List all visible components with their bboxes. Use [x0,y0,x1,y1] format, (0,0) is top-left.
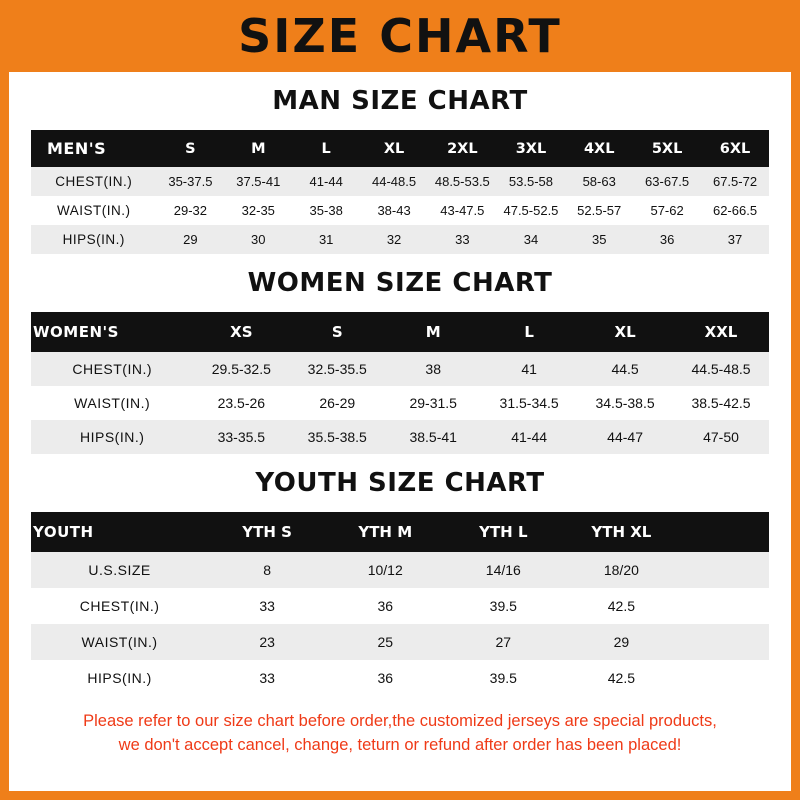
women-cell: 47-50 [673,420,769,454]
women-cell: 44.5 [577,352,673,386]
youth-cell: 8 [208,552,326,588]
men-cell: 33 [428,225,497,254]
men-header-cell: MEN'S [31,130,156,167]
women-row-label: HIPS(IN.) [31,420,193,454]
youth-header-cell: YTH M [326,512,444,552]
men-cell: 52.5-57 [565,196,633,225]
youth-table-wrap [9,512,791,696]
youth-header-cell: YOUTH [31,512,208,552]
youth-cell-spacer [680,660,769,696]
spacer-youth-top [9,454,791,468]
youth-cell: 23 [208,624,326,660]
youth-cell: 36 [326,660,444,696]
youth-header-cell: YTH XL [562,512,680,552]
women-cell: 41 [481,352,577,386]
men-header-cell: M [224,130,292,167]
youth-row-label: U.S.SIZE [31,552,208,588]
table-row [31,386,769,420]
youth-cell: 42.5 [562,660,680,696]
youth-row-label: HIPS(IN.) [31,660,208,696]
men-header-cell: L [292,130,360,167]
women-row-label: WAIST(IN.) [31,386,193,420]
youth-cell: 33 [208,588,326,624]
spacer-men [9,116,791,130]
youth-cell: 39.5 [444,660,562,696]
men-cell: 32-35 [224,196,292,225]
men-section-title: MAN SIZE CHART [272,86,528,116]
women-cell: 38 [385,352,481,386]
men-row-label: WAIST(IN.) [31,196,156,225]
youth-row-label: WAIST(IN.) [31,624,208,660]
women-section-title: WOMEN SIZE CHART [247,268,553,298]
men-cell: 30 [224,225,292,254]
women-size-table [31,312,769,454]
youth-cell-spacer [680,624,769,660]
youth-size-table [31,512,769,696]
women-cell: 33-35.5 [193,420,289,454]
table-row [31,552,769,588]
men-cell: 34 [497,225,566,254]
banner [0,0,800,72]
youth-cell-spacer [680,552,769,588]
men-cell: 31 [292,225,360,254]
disclaimer-note [9,696,791,758]
men-row-label: HIPS(IN.) [31,225,156,254]
men-cell: 38-43 [360,196,428,225]
spacer-women-top [9,254,791,268]
youth-header-row [31,512,769,552]
women-cell: 32.5-35.5 [289,352,385,386]
women-cell: 38.5-42.5 [673,386,769,420]
women-header-cell: XXL [673,312,769,352]
youth-cell: 33 [208,660,326,696]
table-row [31,624,769,660]
youth-cell: 39.5 [444,588,562,624]
women-header-row [31,312,769,352]
women-cell: 35.5-38.5 [289,420,385,454]
table-row [31,660,769,696]
women-cell: 23.5-26 [193,386,289,420]
women-header-cell: XL [577,312,673,352]
women-cell: 44.5-48.5 [673,352,769,386]
youth-cell: 25 [326,624,444,660]
youth-header-cell: YTH S [208,512,326,552]
men-cell: 36 [633,225,701,254]
men-cell: 47.5-52.5 [497,196,566,225]
men-header-cell: XL [360,130,428,167]
men-row-label: CHEST(IN.) [31,167,156,196]
men-header-cell: 6XL [701,130,769,167]
women-cell: 29-31.5 [385,386,481,420]
disclaimer-line-2: we don't accept cancel, change, teturn or refund after order has been placed! [118,735,682,754]
men-cell: 35-38 [292,196,360,225]
women-header-cell: M [385,312,481,352]
men-cell: 29-32 [156,196,224,225]
spacer-top [9,72,791,86]
men-header-cell: 2XL [428,130,497,167]
men-cell: 35 [565,225,633,254]
youth-cell: 42.5 [562,588,680,624]
men-cell: 48.5-53.5 [428,167,497,196]
table-row [31,225,769,254]
men-cell: 67.5-72 [701,167,769,196]
table-row [31,167,769,196]
youth-cell: 18/20 [562,552,680,588]
men-size-table [31,130,769,254]
women-cell: 41-44 [481,420,577,454]
youth-cell: 29 [562,624,680,660]
youth-cell: 36 [326,588,444,624]
youth-cell: 14/16 [444,552,562,588]
men-cell: 53.5-58 [497,167,566,196]
men-cell: 62-66.5 [701,196,769,225]
women-header-cell: WOMEN'S [31,312,193,352]
youth-row-label: CHEST(IN.) [31,588,208,624]
women-cell: 31.5-34.5 [481,386,577,420]
table-row [31,196,769,225]
women-cell: 26-29 [289,386,385,420]
women-header-cell: L [481,312,577,352]
men-cell: 37 [701,225,769,254]
men-header-cell: 3XL [497,130,566,167]
women-cell: 38.5-41 [385,420,481,454]
page-title: SIZE CHART [238,9,562,63]
men-table-wrap [9,130,791,254]
women-row-label: CHEST(IN.) [31,352,193,386]
women-table-wrap [9,312,791,454]
spacer-youth [9,498,791,512]
men-cell: 44-48.5 [360,167,428,196]
men-cell: 43-47.5 [428,196,497,225]
men-cell: 29 [156,225,224,254]
men-header-cell: 4XL [565,130,633,167]
men-header-cell: S [156,130,224,167]
table-row [31,588,769,624]
youth-header-cell: YTH L [444,512,562,552]
table-row [31,420,769,454]
women-cell: 44-47 [577,420,673,454]
women-cell: 34.5-38.5 [577,386,673,420]
men-cell: 41-44 [292,167,360,196]
men-header-row [31,130,769,167]
men-cell: 63-67.5 [633,167,701,196]
youth-cell: 10/12 [326,552,444,588]
men-header-cell: 5XL [633,130,701,167]
men-cell: 58-63 [565,167,633,196]
youth-header-spacer [680,512,769,552]
table-row [31,352,769,386]
youth-cell-spacer [680,588,769,624]
women-header-cell: S [289,312,385,352]
women-header-cell: XS [193,312,289,352]
disclaimer-line-1: Please refer to our size chart before order,the customized jerseys are special products, [83,712,717,730]
youth-cell: 27 [444,624,562,660]
men-cell: 37.5-41 [224,167,292,196]
men-cell: 35-37.5 [156,167,224,196]
youth-section-title: YOUTH SIZE CHART [255,468,545,498]
women-cell: 29.5-32.5 [193,352,289,386]
men-cell: 32 [360,225,428,254]
men-cell: 57-62 [633,196,701,225]
spacer-women [9,298,791,312]
